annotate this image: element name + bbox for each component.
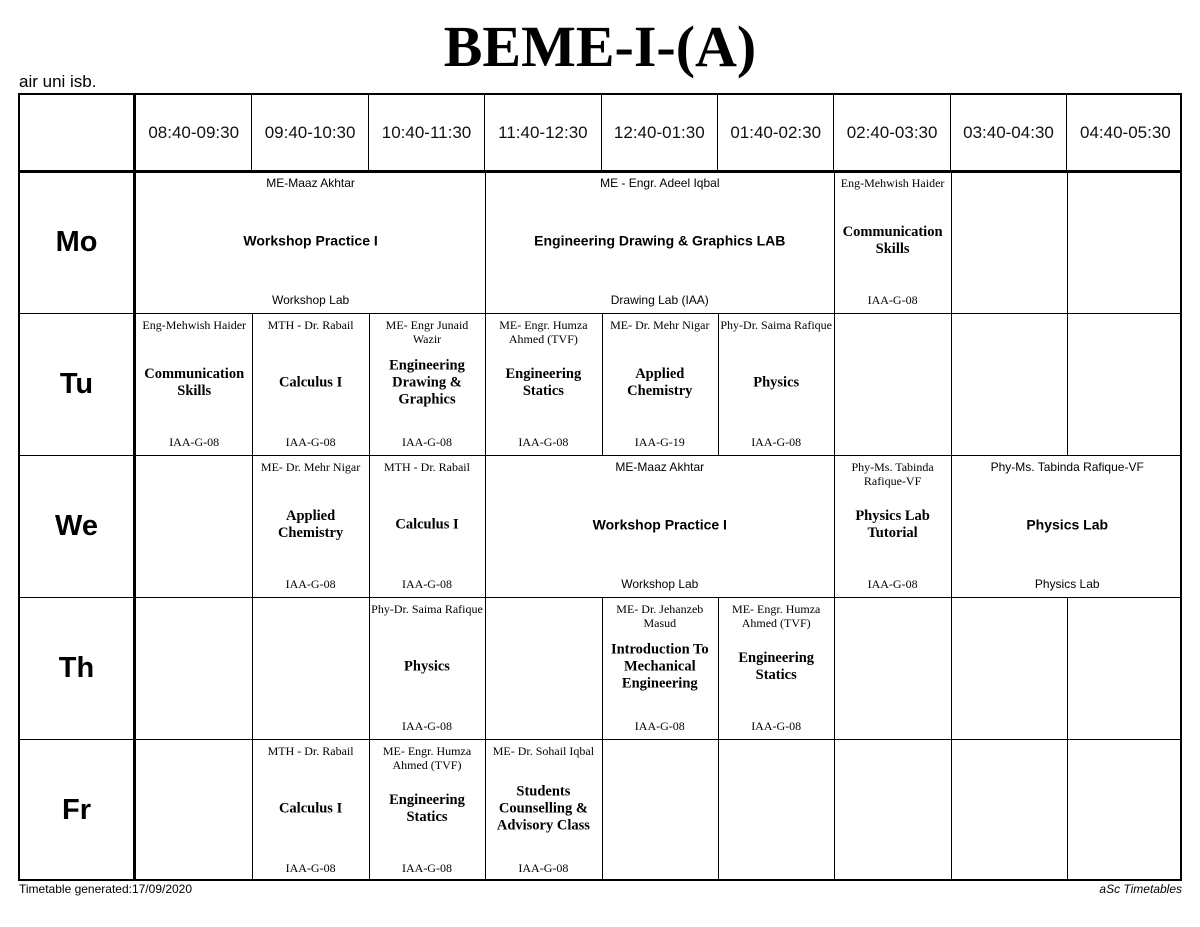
time-slot-header: 04:40-05:30 (1080, 123, 1171, 142)
subject-name: Physics (404, 658, 450, 675)
room-name: IAA-G-19 (634, 435, 685, 449)
day-label: We (20, 455, 136, 597)
class-cell (252, 739, 368, 881)
teacher-name: ME- Engr. Humza Ahmed (TVF) (732, 602, 821, 630)
timetable-grid (18, 93, 1182, 881)
class-cell (252, 313, 368, 455)
time-slot-header: 12:40-01:30 (602, 95, 718, 171)
header-corner (20, 95, 136, 171)
teacher-name: Eng-Mehwish Haider (840, 176, 945, 190)
time-slot-header: 09:40-10:30 (252, 95, 368, 171)
teacher-name: ME- Engr. Humza Ahmed (TVF) (382, 744, 472, 772)
room-name: IAA-G-08 (518, 435, 569, 449)
teacher-name: Eng-Mehwish Haider (142, 318, 247, 332)
class-cell (369, 597, 485, 739)
class-cell (485, 171, 834, 313)
teacher-name: Phy-Ms. Tabinda Rafique-VF (990, 460, 1144, 474)
teacher-name: ME- Engr. Humza Ahmed (TVF) (499, 318, 588, 346)
subject-name: Engineering Drawing & Graphics (389, 357, 465, 408)
teacher-name: MTH - Dr. Rabail (267, 744, 354, 758)
class-cell (252, 455, 368, 597)
subject-name: Physics Lab (1026, 516, 1109, 533)
teacher-name: ME-Maaz Akhtar (615, 460, 705, 474)
room-name: IAA-G-08 (401, 577, 452, 591)
brand-label: aSc Timetables (1099, 882, 1182, 896)
time-slot-header: 10:40-11:30 (369, 95, 485, 171)
class-cell (136, 171, 485, 313)
room-name: IAA-G-08 (169, 435, 220, 449)
class-cell (834, 171, 950, 313)
room-name: IAA-G-08 (401, 861, 452, 875)
column-divider (1067, 739, 1068, 881)
room-name: Workshop Lab (621, 577, 699, 591)
subject-name: Workshop Practice I (243, 232, 378, 249)
subject-name: Engineering Statics (505, 366, 582, 399)
subject-name: Workshop Practice I (592, 516, 727, 533)
row-divider (20, 597, 1180, 598)
teacher-name: ME- Dr. Sohail Iqbal (492, 744, 595, 758)
teacher-name: ME-Maaz Akhtar (266, 176, 355, 190)
room-name: IAA-G-08 (401, 719, 452, 733)
room-name: IAA-G-08 (285, 577, 336, 591)
class-cell (369, 739, 485, 881)
time-slot-header: 11:40-12:30 (485, 95, 601, 171)
column-divider (485, 597, 486, 739)
room-name: IAA-G-08 (401, 435, 452, 449)
column-divider (1067, 171, 1068, 313)
teacher-name: Phy-Dr. Saima Rafique (371, 602, 483, 616)
subject-name: Students Counselling & Advisory Class (496, 783, 590, 834)
column-divider (951, 597, 952, 739)
generated-date: Timetable generated:17/09/2020 (19, 882, 193, 896)
class-cell (602, 313, 718, 455)
day-label: Fr (20, 739, 136, 881)
time-slot-header: 01:40-02:30 (718, 95, 834, 171)
teacher-name: ME- Engr Junaid Wazir (385, 318, 469, 346)
page-title: BEME-I-(A) (443, 14, 757, 79)
room-name: IAA-G-08 (518, 861, 569, 875)
subject-name: Calculus I (278, 374, 343, 391)
teacher-name: ME - Engr. Adeel Iqbal (600, 176, 720, 190)
column-divider (252, 597, 253, 739)
subject-name: Communication Skills (842, 224, 943, 257)
subject-name: Applied Chemistry (277, 508, 344, 541)
room-name: IAA-G-08 (285, 435, 336, 449)
teacher-name: MTH - Dr. Rabail (383, 460, 470, 474)
room-name: Workshop Lab (272, 293, 350, 307)
subject-name: Calculus I (395, 516, 459, 533)
teacher-name: MTH - Dr. Rabail (267, 318, 354, 332)
class-cell (951, 455, 1184, 597)
day-label: Th (20, 597, 136, 739)
subject-name: Introduction To Mechanical Engineering (610, 641, 709, 692)
column-divider (834, 597, 835, 739)
column-divider (1067, 313, 1068, 455)
subject-name: Calculus I (278, 800, 343, 817)
class-cell (718, 313, 834, 455)
day-label: Tu (20, 313, 136, 455)
time-slot-header: 02:40-03:30 (834, 95, 950, 171)
day-label: Mo (20, 171, 136, 313)
column-divider (951, 171, 952, 313)
time-slot-header: 03:40-04:30 (951, 95, 1067, 171)
subject-name: Communication Skills (144, 366, 245, 399)
subject-name: Engineering Statics (389, 792, 465, 825)
room-name: IAA-G-08 (634, 719, 685, 733)
school-name: air uni isb. (19, 72, 97, 91)
subject-name: Engineering Drawing & Graphics LAB (534, 232, 786, 249)
column-divider (834, 313, 835, 455)
column-divider (951, 313, 952, 455)
room-name: IAA-G-08 (285, 861, 336, 875)
column-divider (1067, 597, 1068, 739)
room-name: Physics Lab (1034, 577, 1100, 591)
time-slot-header: 08:40-09:30 (136, 95, 252, 171)
teacher-name: Phy-Dr. Saima Rafique (720, 318, 833, 332)
subject-name: Engineering Statics (738, 650, 815, 683)
subject-name: Applied Chemistry (627, 366, 693, 399)
subject-name: Physics Lab Tutorial (855, 508, 930, 541)
class-cell (369, 313, 485, 455)
class-cell (718, 597, 834, 739)
subject-name: Physics (753, 374, 800, 391)
teacher-name: ME- Dr. Mehr Nigar (610, 318, 710, 332)
column-divider (718, 739, 719, 881)
room-name: IAA-G-08 (867, 577, 918, 591)
column-divider (602, 739, 603, 881)
room-name: Drawing Lab (IAA) (610, 293, 709, 307)
teacher-name: ME- Dr. Mehr Nigar (260, 460, 361, 474)
class-cell (485, 455, 834, 597)
room-name: IAA-G-08 (751, 435, 802, 449)
column-divider (951, 739, 952, 881)
class-cell (834, 455, 950, 597)
class-cell (369, 455, 485, 597)
room-name: IAA-G-08 (751, 719, 802, 733)
class-cell (136, 313, 252, 455)
class-cell (485, 313, 601, 455)
column-divider (834, 739, 835, 881)
teacher-name: ME- Dr. Jehanzeb Masud (616, 602, 704, 630)
room-name: IAA-G-08 (867, 293, 918, 307)
teacher-name: Phy-Ms. Tabinda Rafique-VF (851, 460, 934, 488)
class-cell (485, 739, 601, 881)
class-cell (602, 597, 718, 739)
